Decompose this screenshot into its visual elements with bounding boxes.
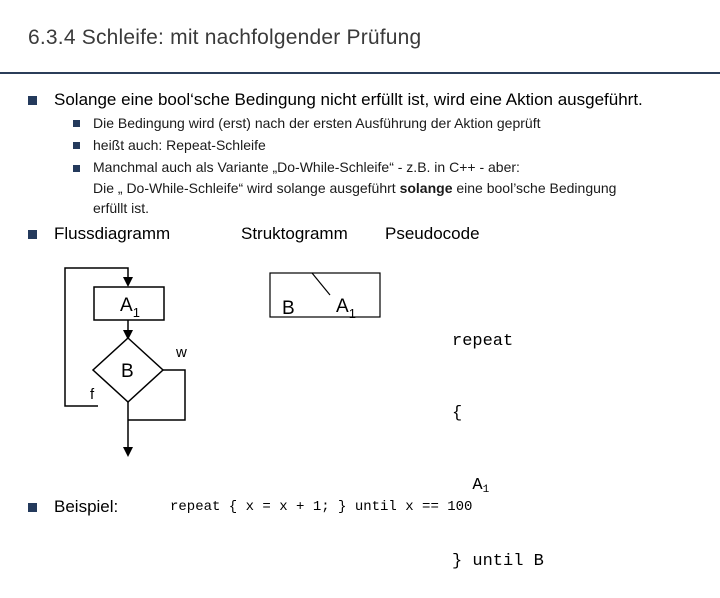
- heading-beispiel: Beispiel:: [54, 497, 119, 516]
- struktogramm-action: $A_1$: [336, 296, 356, 321]
- sub-bullet-text-continued: erfüllt ist.: [93, 200, 150, 216]
- sub-bullet-text: Manchmal auch als Variante „Do-While-Schleife“ - z.B. in C++ - aber:: [93, 159, 520, 175]
- struktogramm-condition: B: [282, 298, 295, 319]
- sub-bullet-bold-word: solange: [399, 180, 453, 196]
- heading-struktogramm: Struktogramm: [241, 224, 348, 243]
- pseudocode-line: repeat: [452, 332, 514, 351]
- pseudocode-block: [452, 282, 544, 598]
- main-bullet-text: Solange eine bool‘sche Bedingung nicht erfüllt ist, wird eine Aktion ausgeführt.: [54, 90, 643, 109]
- sub-bullet-text: heißt auch: Repeat-Schleife: [93, 137, 266, 153]
- condition-label: B: [121, 361, 134, 382]
- pseudocode-line: {: [452, 404, 463, 423]
- sub-bullet-text-part: eine bool’sche Bedingung: [452, 180, 617, 196]
- false-label: f: [90, 386, 95, 403]
- sub-bullet-text-part: Die „ Do-While-Schleife“ wird solange ausgeführt: [93, 180, 400, 196]
- bullet-square-icon: [28, 503, 37, 512]
- page-title: 6.3.4 Schleife: mit nachfolgender Prüfung: [28, 26, 422, 49]
- pseudocode-line: } until B: [452, 552, 544, 571]
- true-label: w: [176, 344, 187, 361]
- action-label: $A_1$: [120, 295, 140, 320]
- example-code: repeat { x = x + 1; } until x == 100: [170, 499, 473, 515]
- sub-bullet-text: Die Bedingung wird (erst) nach der ersten Ausführung der Aktion geprüft: [93, 115, 541, 131]
- pseudocode-line: A1: [452, 476, 490, 496]
- heading-pseudocode: Pseudocode: [385, 224, 480, 243]
- heading-flussdiagramm: Flussdiagramm: [54, 224, 171, 243]
